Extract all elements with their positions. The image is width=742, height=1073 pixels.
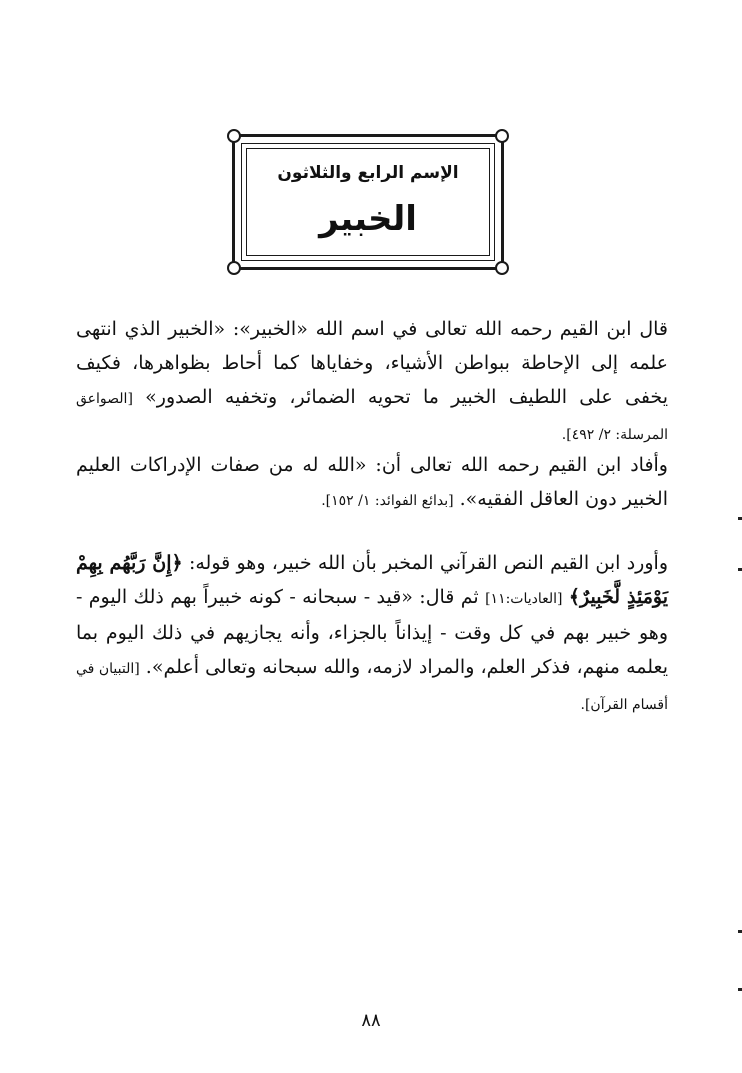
frame-corner-ornament [495,261,509,275]
paragraph-3-text: ثم قال: «قيد - سبحانه - كونه خبيراً بهم ذلك اليوم - وهو خبير بهم في كل وقت - إيذاناً بالجزاء، وأنه يجازيهم في ذلك اليوم بما يعلمه منهم، فذكر العلم، والمراد لازمه، والله سبحانه وتعالى أعلم». [76,586,668,678]
paragraph-2-reference: [بدائع الفوائد: ١/ ١٥٢]. [321,493,454,509]
chapter-subtitle: الإسم الرابع والثلاثون [277,163,459,183]
quran-verse: ﴿إِنَّ رَبَّهُم بِهِمْ يَوْمَئِذٍ لَّخَبِيرٌ﴾ [76,552,668,608]
title-frame [232,134,504,270]
margin-mark [738,517,742,520]
chapter-title: الخبير [319,199,417,239]
quran-verse-reference: [العاديات:١١] [485,591,563,607]
frame-corner-ornament [227,261,241,275]
paragraph-1 [76,312,668,452]
paragraph-2-text: وأفاد ابن القيم رحمه الله تعالى أن: «الله له من صفات الإدراكات العليم الخبير دون العاقل الفقيه». [76,454,668,510]
paragraph-1-text: قال ابن القيم رحمه الله تعالى في اسم الله «الخبير»: «الخبير الذي انتهى علمه إلى الإحاطة ببواطن الأشياء، وخفاياها كما أحاط بظواهرها، فكيف يخفى على اللطيف الخبير ما تحويه الضمائر، وتخفيه الصدور» [76,318,668,408]
page-number: ٨٨ [361,1010,381,1031]
frame-corner-ornament [495,129,509,143]
margin-mark [738,988,742,991]
paragraph-3 [76,546,668,722]
paragraph-1-reference: [الصواعق المرسلة: ٢/ ٤٩٢]. [76,391,668,443]
paragraph-3-reference: [التبيان في أقسام القرآن]. [76,661,668,713]
margin-mark [738,568,742,571]
paragraph-2 [76,448,668,518]
frame-corner-ornament [227,129,241,143]
paragraph-3-lead: وأورد ابن القيم النص القرآني المخبر بأن الله خبير، وهو قوله: [188,552,668,574]
margin-mark [738,930,742,933]
